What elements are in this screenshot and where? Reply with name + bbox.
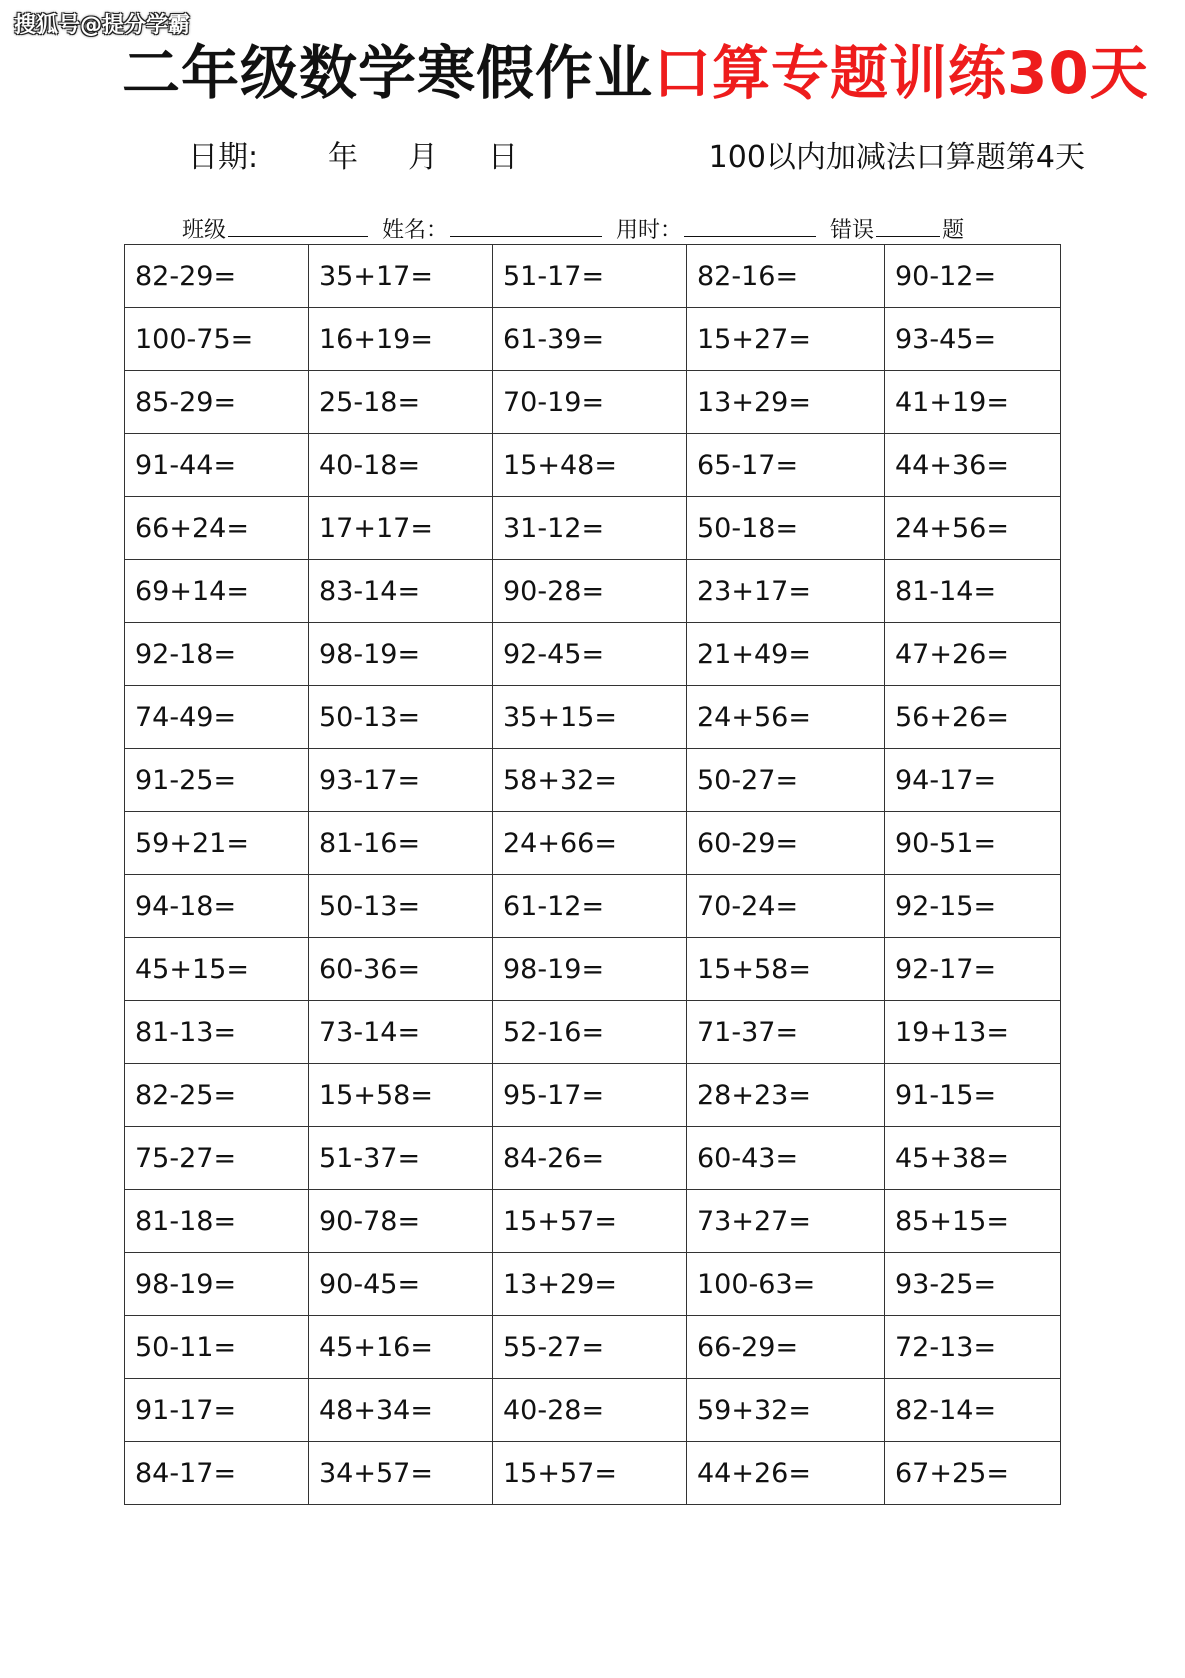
- problem-cell: 82-25=: [125, 1064, 309, 1127]
- errors-suffix: 题: [942, 218, 965, 243]
- problem-cell: 40-18=: [309, 434, 493, 497]
- day-label: 日: [488, 140, 518, 175]
- name-label: 姓名：: [382, 218, 449, 243]
- problem-cell: 82-14=: [885, 1379, 1061, 1442]
- problem-cell: 17+17=: [309, 497, 493, 560]
- problem-cell: 83-14=: [309, 560, 493, 623]
- table-row: [125, 1127, 1061, 1190]
- title-red-part: 口算专题训练30天: [653, 39, 1149, 107]
- time-blank[interactable]: [684, 214, 816, 237]
- problem-cell: 58+32=: [493, 749, 687, 812]
- problem-cell: 56+26=: [885, 686, 1061, 749]
- problem-cell: 50-11=: [125, 1316, 309, 1379]
- problem-cell: 21+49=: [687, 623, 885, 686]
- table-row: [125, 1190, 1061, 1253]
- table-row: [125, 560, 1061, 623]
- problem-cell: 84-17=: [125, 1442, 309, 1505]
- problem-cell: 71-37=: [687, 1001, 885, 1064]
- problem-cell: 92-18=: [125, 623, 309, 686]
- page-title: [122, 38, 1149, 108]
- problem-cell: 25-18=: [309, 371, 493, 434]
- problem-cell: 73-14=: [309, 1001, 493, 1064]
- problem-cell: 67+25=: [885, 1442, 1061, 1505]
- problem-cell: 61-12=: [493, 875, 687, 938]
- problem-cell: 15+58=: [687, 938, 885, 1001]
- table-row: [125, 875, 1061, 938]
- problem-cell: 92-17=: [885, 938, 1061, 1001]
- problem-cell: 81-18=: [125, 1190, 309, 1253]
- table-row: [125, 812, 1061, 875]
- problem-cell: 44+36=: [885, 434, 1061, 497]
- problem-cell: 91-44=: [125, 434, 309, 497]
- problem-cell: 47+26=: [885, 623, 1061, 686]
- problem-cell: 93-45=: [885, 308, 1061, 371]
- errors-label: 错误: [830, 218, 875, 243]
- student-info-row: [182, 214, 964, 246]
- problem-cell: 45+38=: [885, 1127, 1061, 1190]
- problem-cell: 15+57=: [493, 1442, 687, 1505]
- problem-cell: 50-27=: [687, 749, 885, 812]
- problem-cell: 94-18=: [125, 875, 309, 938]
- problem-cell: 100-75=: [125, 308, 309, 371]
- problem-cell: 35+17=: [309, 245, 493, 308]
- table-row: [125, 938, 1061, 1001]
- problem-cell: 66+24=: [125, 497, 309, 560]
- time-label: 用时：: [616, 218, 683, 243]
- problem-cell: 52-16=: [493, 1001, 687, 1064]
- table-row: [125, 1064, 1061, 1127]
- problem-cell: 93-17=: [309, 749, 493, 812]
- problem-cell: 50-13=: [309, 686, 493, 749]
- problem-cell: 74-49=: [125, 686, 309, 749]
- table-row: [125, 686, 1061, 749]
- table-row: [125, 623, 1061, 686]
- problem-cell: 24+56=: [687, 686, 885, 749]
- problem-cell: 34+57=: [309, 1442, 493, 1505]
- problems-table: [124, 244, 1061, 1505]
- problem-cell: 92-45=: [493, 623, 687, 686]
- table-row: [125, 497, 1061, 560]
- table-row: [125, 1316, 1061, 1379]
- table-row: [125, 1442, 1061, 1505]
- problem-cell: 15+27=: [687, 308, 885, 371]
- problem-cell: 35+15=: [493, 686, 687, 749]
- table-row: [125, 1379, 1061, 1442]
- table-row: [125, 245, 1061, 308]
- table-row: [125, 1001, 1061, 1064]
- problem-cell: 90-12=: [885, 245, 1061, 308]
- table-row: [125, 371, 1061, 434]
- table-row: [125, 308, 1061, 371]
- problem-cell: 90-51=: [885, 812, 1061, 875]
- problem-cell: 13+29=: [493, 1253, 687, 1316]
- problem-cell: 91-15=: [885, 1064, 1061, 1127]
- problem-cell: 91-25=: [125, 749, 309, 812]
- problem-cell: 19+13=: [885, 1001, 1061, 1064]
- problem-cell: 70-24=: [687, 875, 885, 938]
- problem-cell: 61-39=: [493, 308, 687, 371]
- problem-cell: 82-16=: [687, 245, 885, 308]
- problem-cell: 40-28=: [493, 1379, 687, 1442]
- problem-cell: 55-27=: [493, 1316, 687, 1379]
- problem-cell: 72-13=: [885, 1316, 1061, 1379]
- title-black-part: 二年级数学寒假作业: [122, 39, 654, 107]
- year-label: 年: [328, 140, 358, 175]
- problem-cell: 59+21=: [125, 812, 309, 875]
- problem-cell: 50-13=: [309, 875, 493, 938]
- problem-cell: 51-37=: [309, 1127, 493, 1190]
- problems-body: [125, 245, 1061, 1505]
- problem-cell: 98-19=: [125, 1253, 309, 1316]
- problem-cell: 48+34=: [309, 1379, 493, 1442]
- problem-cell: 81-13=: [125, 1001, 309, 1064]
- month-label: 月: [408, 140, 438, 175]
- problem-cell: 15+48=: [493, 434, 687, 497]
- problem-cell: 16+19=: [309, 308, 493, 371]
- table-row: [125, 1253, 1061, 1316]
- problem-cell: 70-19=: [493, 371, 687, 434]
- problem-cell: 59+32=: [687, 1379, 885, 1442]
- problem-cell: 95-17=: [493, 1064, 687, 1127]
- problem-cell: 60-29=: [687, 812, 885, 875]
- problem-cell: 90-45=: [309, 1253, 493, 1316]
- problem-cell: 75-27=: [125, 1127, 309, 1190]
- problem-cell: 31-12=: [493, 497, 687, 560]
- problem-cell: 60-43=: [687, 1127, 885, 1190]
- problem-cell: 51-17=: [493, 245, 687, 308]
- problem-cell: 15+58=: [309, 1064, 493, 1127]
- problem-cell: 85+15=: [885, 1190, 1061, 1253]
- date-row: [188, 138, 518, 178]
- errors-blank[interactable]: [876, 214, 940, 237]
- problem-cell: 85-29=: [125, 371, 309, 434]
- problem-cell: 24+66=: [493, 812, 687, 875]
- problem-cell: 41+19=: [885, 371, 1061, 434]
- problem-cell: 90-28=: [493, 560, 687, 623]
- problem-cell: 84-26=: [493, 1127, 687, 1190]
- problem-cell: 15+57=: [493, 1190, 687, 1253]
- problem-cell: 45+15=: [125, 938, 309, 1001]
- problem-cell: 24+56=: [885, 497, 1061, 560]
- day-info: 100以内加减法口算题第4天: [708, 140, 1085, 175]
- problem-cell: 50-18=: [687, 497, 885, 560]
- problem-cell: 92-15=: [885, 875, 1061, 938]
- problem-cell: 65-17=: [687, 434, 885, 497]
- date-label: 日期:: [188, 140, 259, 175]
- problem-cell: 98-19=: [493, 938, 687, 1001]
- problem-cell: 69+14=: [125, 560, 309, 623]
- problem-cell: 60-36=: [309, 938, 493, 1001]
- problem-cell: 81-16=: [309, 812, 493, 875]
- problem-cell: 90-78=: [309, 1190, 493, 1253]
- problem-cell: 13+29=: [687, 371, 885, 434]
- class-blank[interactable]: [228, 214, 368, 237]
- problem-cell: 82-29=: [125, 245, 309, 308]
- problem-cell: 93-25=: [885, 1253, 1061, 1316]
- problem-cell: 45+16=: [309, 1316, 493, 1379]
- problem-cell: 98-19=: [309, 623, 493, 686]
- problem-cell: 91-17=: [125, 1379, 309, 1442]
- problem-cell: 28+23=: [687, 1064, 885, 1127]
- problem-cell: 44+26=: [687, 1442, 885, 1505]
- name-blank[interactable]: [450, 214, 602, 237]
- problem-cell: 73+27=: [687, 1190, 885, 1253]
- table-row: [125, 434, 1061, 497]
- problem-cell: 81-14=: [885, 560, 1061, 623]
- class-label: 班级: [182, 218, 227, 243]
- problem-cell: 94-17=: [885, 749, 1061, 812]
- problem-cell: 23+17=: [687, 560, 885, 623]
- problem-cell: 66-29=: [687, 1316, 885, 1379]
- watermark: 搜狐号@提分学霸: [14, 13, 191, 38]
- table-row: [125, 749, 1061, 812]
- problem-cell: 100-63=: [687, 1253, 885, 1316]
